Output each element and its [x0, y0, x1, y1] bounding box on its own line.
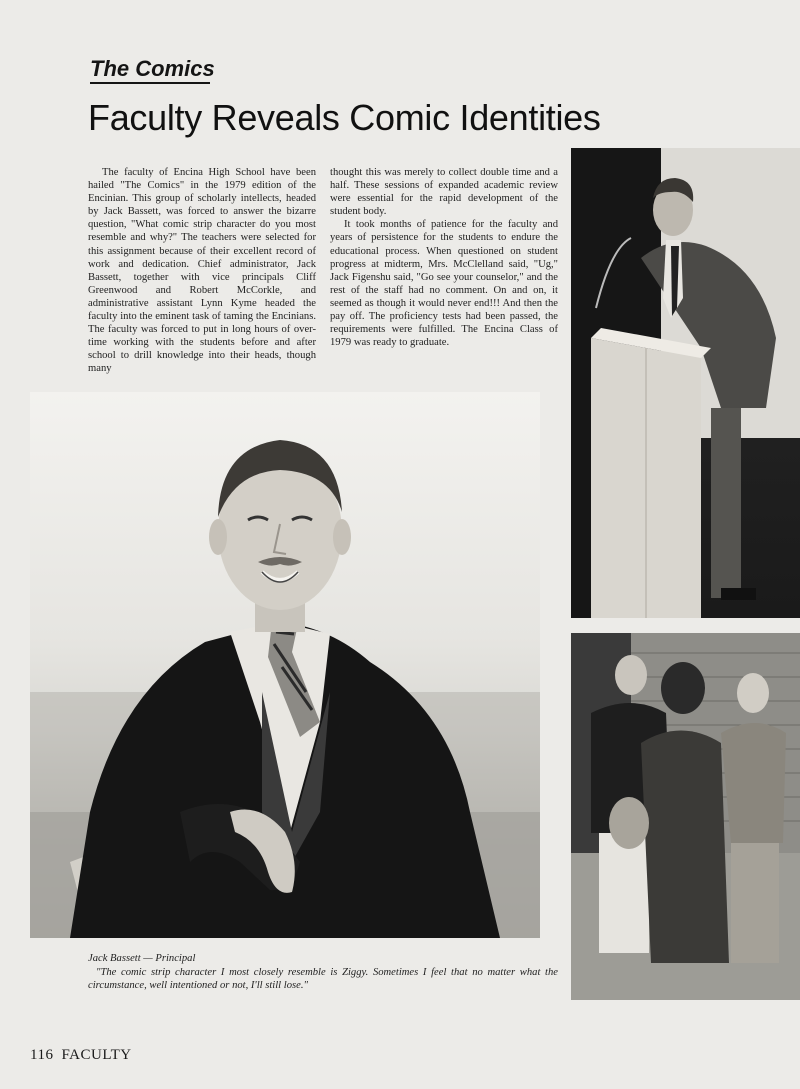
faculty-group-photo: [571, 633, 800, 1000]
article-paragraph: thought this was merely to collect double time and a half. These sessions of expanded academic review were essential for the rapid development of the student body.: [330, 167, 558, 218]
article-column-left: [88, 166, 316, 376]
photo-caption: [88, 952, 558, 993]
page-number: 116: [30, 1047, 54, 1063]
folio-section: FACULTY: [61, 1047, 132, 1063]
podium-speaker-photo: [571, 148, 800, 618]
podium-speaker-illustration: [571, 148, 800, 618]
caption-quote: "The comic strip character I most closely resemble is Ziggy. Sometimes I feel that no matter what the circumstance, well intentioned or not, I'll still lose.": [88, 966, 558, 991]
faculty-group-illustration: [571, 633, 800, 1000]
principal-portrait-photo: [30, 392, 540, 938]
page-headline: Faculty Reveals Comic Identities: [88, 97, 601, 138]
caption-title: Jack Bassett — Principal: [88, 953, 196, 964]
article-column-right: [330, 166, 558, 349]
page-folio: [30, 1046, 132, 1064]
section-label: The Comics: [90, 56, 215, 81]
section-label-underline: [90, 82, 210, 84]
article-paragraph: The faculty of Encina High School have been hailed "The Comics" in the 1979 edition of the Encinian. This group of scholarly intellects, headed by Jack Bassett, was forced to answer the bizarre question, "What comic strip character do you most resemble and why?" The teachers were selected for this assignment because of their excellent record of work and dedication. Chief administrator, Jack Bassett, together with vice principals Cliff Greenwood and Robert McCorkle, and administrative assistant Lynn Kyme headed the faculty into the eminent task of taming the Encinians. The faculty was forced to put in long hours of over-time working with the students before and after school to drill knowledge into their heads, though many: [88, 167, 316, 375]
article-paragraph: It took months of patience for the faculty and years of persistence for the students to endure the educational process. When questioned on student progress at midterm, Mrs. McClelland said, "Ug," Jack Figenshu said, "Go see your counselor," and the rest of the staff had no comment. On and on, it seemed as though it would never end!!! And then the pay off. The proficiency tests had been passed, the requirements were fulfilled. The Encina Class of 1979 was ready to graduate.: [330, 219, 558, 349]
principal-portrait-illustration: [30, 392, 540, 938]
